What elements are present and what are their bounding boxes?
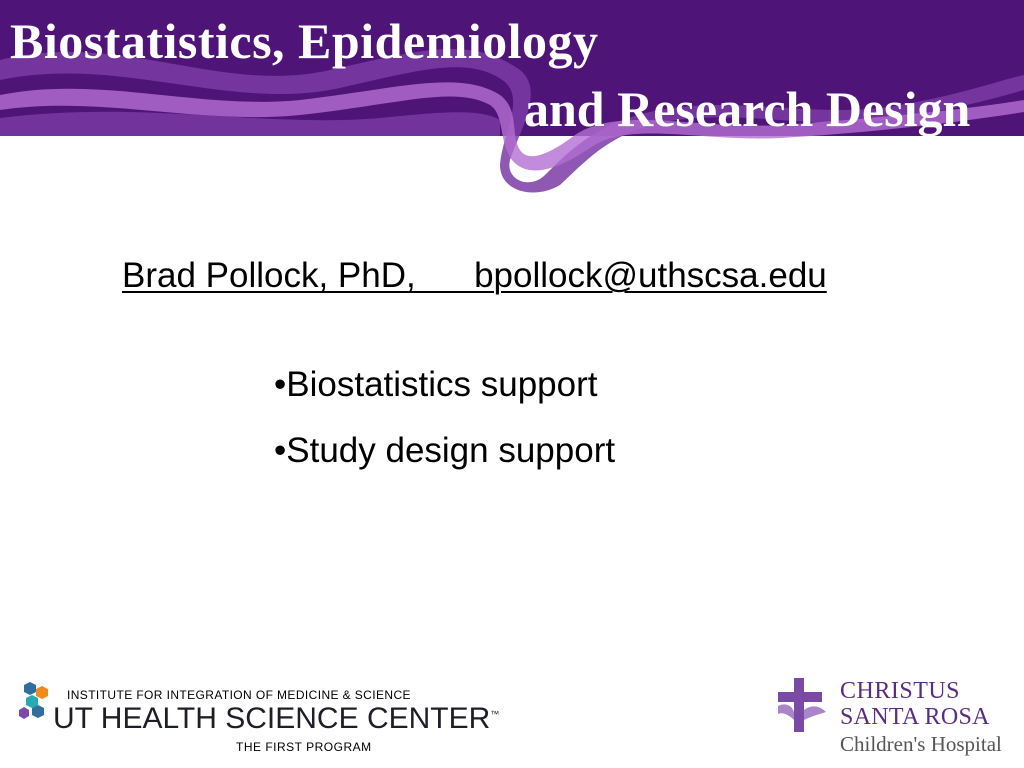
childrens-hospital-name: Children's Hospital	[840, 732, 1002, 756]
ut-center-text	[53, 702, 499, 736]
cross-icon	[776, 676, 836, 736]
ut-program-text: THE FIRST PROGRAM	[236, 740, 372, 754]
christus-logo	[776, 676, 1016, 764]
slide-title-line1: Biostatistics, Epidemiology	[10, 13, 599, 69]
bullet-item-study-design: •Study design support	[274, 431, 616, 470]
santa-rosa-name: SANTA ROSA	[840, 704, 990, 730]
contact-line[interactable]: Brad Pollock, PhD, bpollock@uthscsa.edu	[122, 256, 827, 295]
ut-trademark: ™	[490, 709, 500, 719]
bullet-item-biostatistics: •Biostatistics support	[274, 365, 598, 404]
bullet-list	[274, 352, 615, 484]
slide-title-line2: and Research Design	[524, 81, 971, 137]
ut-institute-text: INSTITUTE FOR INTEGRATION OF MEDICINE & SCIENCE	[67, 688, 411, 702]
ut-center-label: UT HEALTH SCIENCE CENTER	[53, 702, 491, 735]
ut-health-logo	[16, 680, 500, 760]
christus-name: CHRISTUS	[840, 678, 961, 704]
header-banner	[0, 0, 1024, 200]
